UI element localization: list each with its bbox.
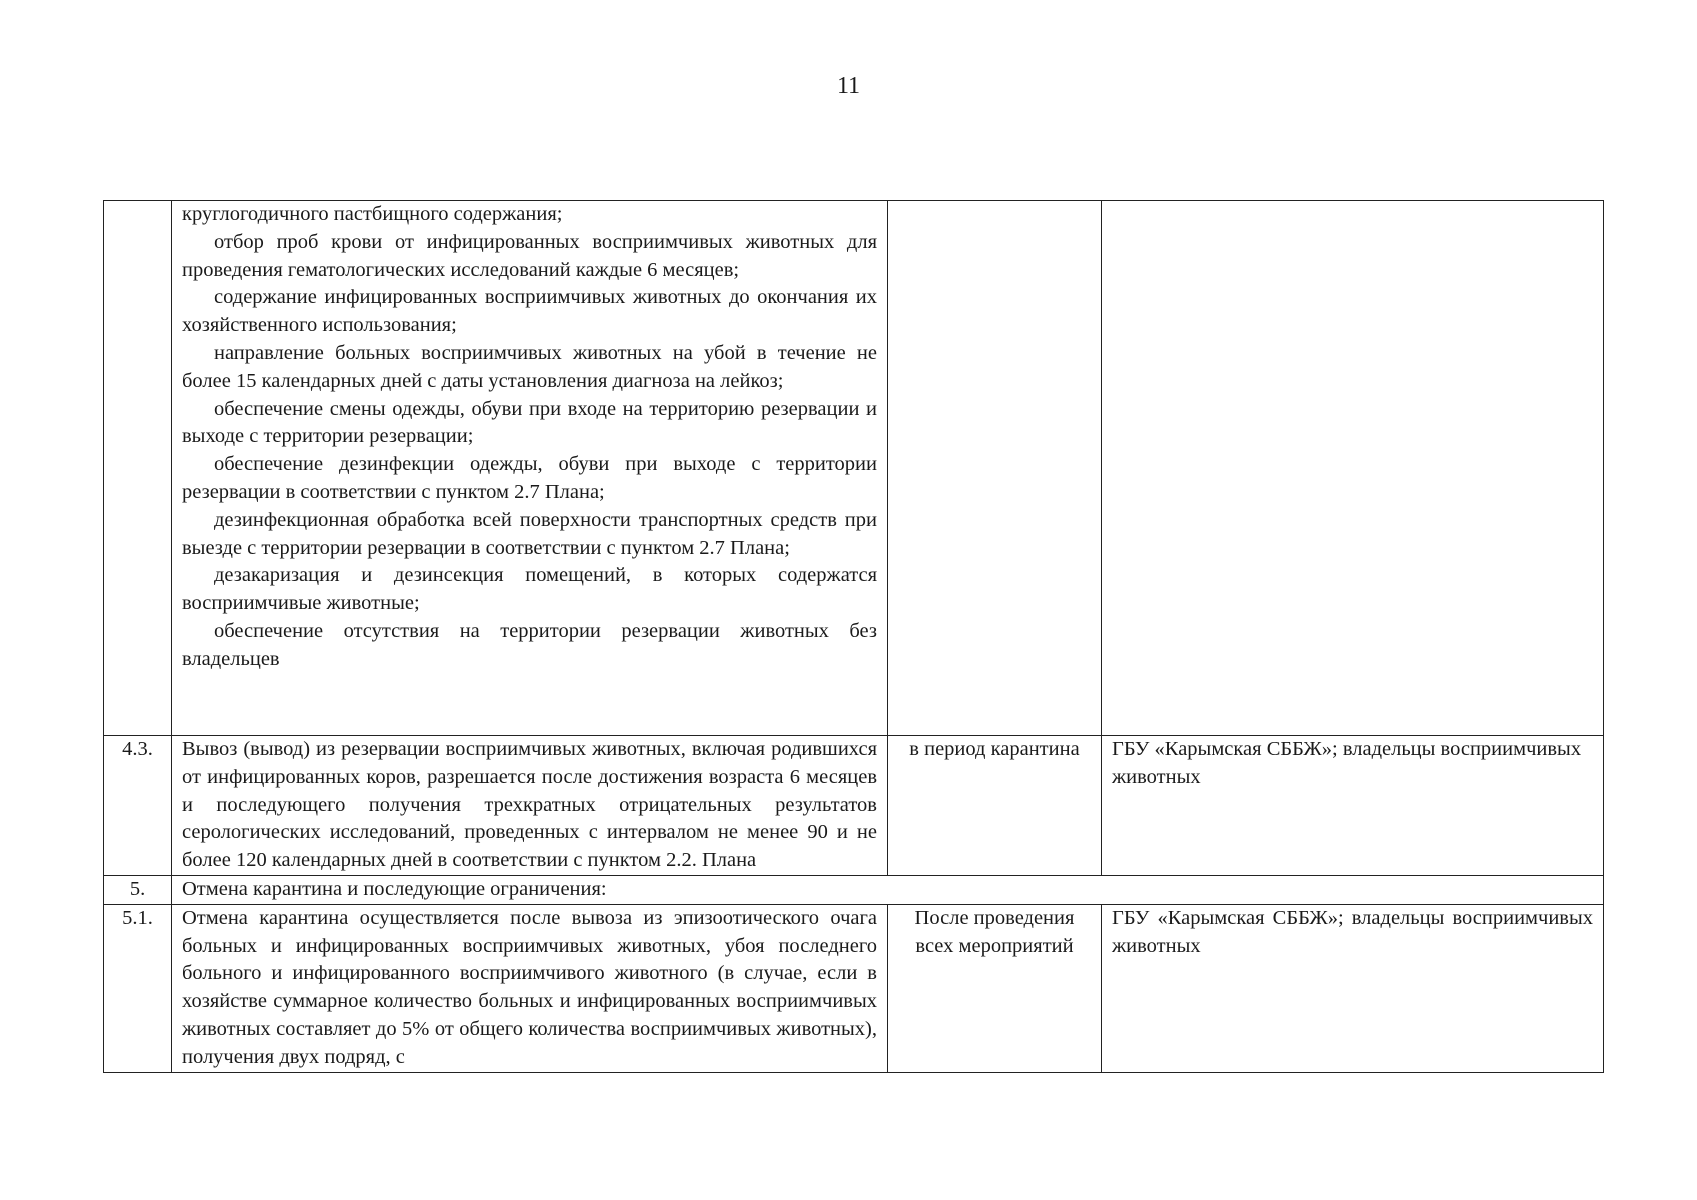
paragraph: направление больных восприимчивых животных на убой в течение не более 15 календарных дней с даты установления диагноза на лейкоз;	[182, 341, 877, 392]
paragraph: содержание инфицированных восприимчивых животных до окончания их хозяйственного использования;	[182, 286, 877, 337]
row-timing	[888, 201, 1102, 736]
row-text	[172, 201, 888, 736]
measures-table	[103, 200, 1604, 1073]
row-number	[104, 201, 172, 736]
paragraph: круглогодичного пастбищного содержания;	[182, 203, 563, 225]
paragraph: дезакаризация и дезинсекция помещений, в которых содержатся восприимчивые животные;	[182, 564, 877, 615]
table-row-5-1	[104, 904, 1604, 1072]
row-number: 4.3.	[104, 736, 172, 876]
row-text	[172, 736, 888, 876]
row-timing: в период карантина	[888, 736, 1102, 876]
row-number: 5.1.	[104, 904, 172, 1072]
table-row-4-3	[104, 736, 1604, 876]
row-responsible	[1102, 201, 1604, 736]
paragraph: Вывоз (вывод) из резервации восприимчивых животных, включая родившихся от инфицированных коров, разрешается после достижения возраста 6 месяцев и последующего получения трехкратных отрицательных результатов серологических исследований, проведенных с интервалом не менее 90 и не более 120 календарных дней в соответствии с пунктом 2.2. Плана	[182, 738, 877, 872]
row-number: 5.	[104, 875, 172, 904]
row-text	[172, 904, 888, 1072]
page-number: 11	[836, 73, 861, 99]
paragraph: Отмена карантина осуществляется после вывоза из эпизоотического очага больных и инфицированных восприимчивых животных, убоя последнего больного и инфицированного восприимчивого животного (в случае, если в хозяйстве суммарное количество больных и инфицированных восприимчивых животных составляет до 5% от общего количества восприимчивых животных), получения двух подряд, с	[182, 906, 877, 1068]
paragraph: обеспечение отсутствия на территории резервации животных без владельцев	[182, 619, 877, 670]
paragraph: обеспечение дезинфекции одежды, обуви при выходе с территории резервации в соответствии с пунктом 2.7 Плана;	[182, 453, 877, 503]
section-title: Отмена карантина и последующие ограничения:	[172, 875, 1604, 904]
table-row-continuation	[104, 201, 1604, 736]
paragraph: отбор проб крови от инфицированных восприимчивых животных для проведения гематологических исследований каждые 6 месяцев;	[182, 230, 877, 281]
paragraph: дезинфекционная обработка всей поверхности транспортных средств при выезде с территории резервации в соответствии с пунктом 2.7 Плана;	[182, 508, 877, 559]
paragraph: обеспечение смены одежды, обуви при входе на территорию резервации и выходе с территории резервации;	[182, 397, 877, 448]
table-row-5	[104, 875, 1604, 904]
row-timing: После проведения всех мероприятий	[888, 904, 1102, 1072]
row-responsible: ГБУ «Карымская СББЖ»; владельцы восприимчивых животных	[1102, 904, 1604, 1072]
row-responsible: ГБУ «Карымская СББЖ»; владельцы восприимчивых животных	[1102, 736, 1604, 876]
